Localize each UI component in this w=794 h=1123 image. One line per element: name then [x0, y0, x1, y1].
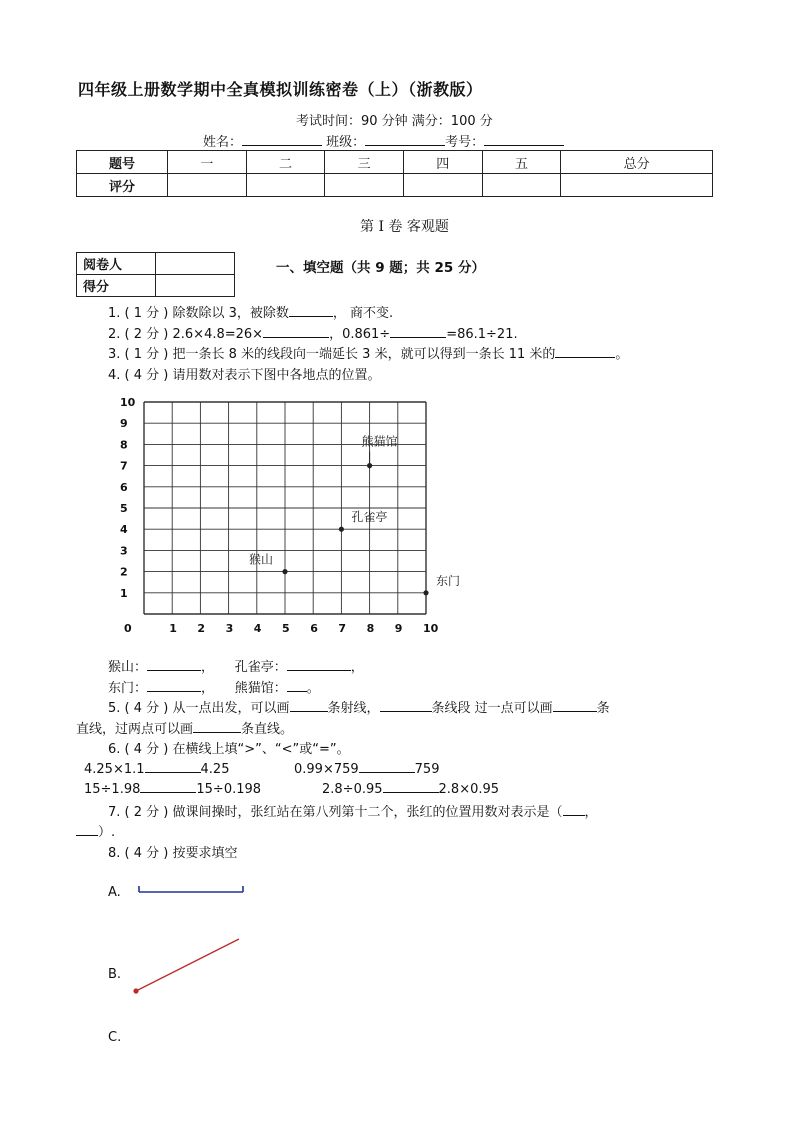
question-head: 1. ( 1 分 ): [108, 306, 169, 321]
ray-b-endpoint: [133, 988, 138, 993]
score-cell[interactable]: [325, 174, 404, 197]
line-segment-a: [136, 884, 248, 896]
separator: ，: [350, 660, 364, 675]
question-head: 2. ( 2 分 ): [108, 327, 169, 342]
separator: ，: [584, 805, 598, 820]
question-text: 。: [615, 347, 629, 362]
answer-blank[interactable]: [193, 720, 241, 733]
question-head: 7. ( 2 分 ): [108, 805, 169, 820]
page-title: 四年级上册数学期中全真模拟训练密卷（上）（浙教版）: [78, 80, 483, 99]
compare-expr: 4.25×1.1: [84, 762, 145, 777]
question-text: 做课间操时，张红站在第八列第十二个，张红的位置用数对表示是（: [172, 805, 563, 820]
question-text: ， 商不变.: [332, 306, 394, 321]
score-header-cell: 三: [325, 151, 404, 174]
question-text: 条线段 过一点可以画: [431, 701, 553, 716]
answer-label: 猴山：: [108, 660, 148, 675]
x-tick-label: 1: [169, 622, 177, 635]
compare-expr: 4.25: [200, 762, 230, 777]
answer-blank[interactable]: [147, 679, 201, 692]
name-label: 姓名：: [203, 135, 243, 150]
answer-blank[interactable]: [287, 679, 307, 692]
grid-point: [339, 527, 344, 532]
compare-expr: 759: [414, 762, 440, 777]
question-text: 请用数对表示下图中各地点的位置。: [172, 368, 381, 383]
question-8: [108, 842, 238, 861]
score-header-cell: 五: [482, 151, 561, 174]
class-blank[interactable]: [365, 133, 445, 146]
y-tick-label: 4: [120, 523, 128, 537]
score-table: [76, 150, 713, 197]
question-text: 把一条长 8 米的线段向一端延长 3 米，就可以得到一条长 11 米的: [172, 347, 556, 362]
grid-point-label: 熊猫馆: [361, 434, 398, 449]
answer-blank[interactable]: [147, 658, 201, 671]
x-tick-label: 6: [310, 622, 318, 635]
y-tick-label: 6: [120, 480, 128, 494]
answer-blank[interactable]: [390, 325, 446, 338]
question-2: [108, 323, 518, 342]
section-title: 一、填空题（共 9 题；共 25 分）: [276, 260, 485, 276]
score-cell[interactable]: [168, 174, 247, 197]
y-tick-label: 2: [120, 565, 128, 579]
y-tick-label: 8: [120, 438, 128, 452]
grader-label: 阅卷人: [77, 253, 156, 275]
x-tick-label: 4: [253, 622, 262, 635]
question-text: 除数除以 3，被除数: [172, 306, 289, 321]
grader-cell[interactable]: [156, 253, 235, 275]
score-header-cell: 四: [403, 151, 482, 174]
x-tick-label: 5: [282, 622, 290, 635]
compare-expr: 0.99×759: [294, 762, 359, 777]
x-tick-label: 2: [197, 622, 206, 635]
score-header-cell: 总分: [561, 151, 713, 174]
answer-blank[interactable]: [555, 345, 615, 358]
grade-cell[interactable]: [156, 275, 235, 297]
question-head: 3. ( 1 分 ): [108, 347, 169, 362]
question-text: 条: [596, 701, 610, 716]
compare-blank[interactable]: [359, 760, 415, 773]
score-header-cell: 一: [168, 151, 247, 174]
score-cell[interactable]: [561, 174, 713, 197]
question-6: [108, 738, 350, 757]
answer-label: 东门：: [108, 681, 148, 696]
coordinate-grid: [110, 388, 462, 638]
score-table-header-row: [77, 151, 713, 174]
answer-blank[interactable]: [563, 803, 585, 816]
score-row-label: 评分: [77, 174, 168, 197]
item-a-label: A.: [108, 885, 121, 900]
ray-b: [128, 935, 244, 997]
answer-blank[interactable]: [76, 823, 98, 836]
compare-expr: 15÷0.198: [196, 782, 262, 797]
question-4-answers-1: [108, 656, 364, 675]
id-label: 考号：: [445, 135, 485, 150]
answer-label: 熊猫馆：: [234, 681, 287, 696]
question-head: 8. ( 4 分 ): [108, 846, 169, 861]
separator: ，: [201, 681, 215, 696]
grid-point: [423, 590, 428, 595]
ray-b-body: [136, 939, 239, 991]
item-c-label: C.: [108, 1030, 122, 1045]
question-4: [108, 364, 381, 383]
question-7: [108, 801, 598, 820]
id-blank[interactable]: [484, 133, 564, 146]
answer-blank[interactable]: [287, 658, 351, 671]
y-tick-label: 5: [120, 502, 128, 515]
grader-table: [76, 252, 235, 297]
y-tick-label: 10: [120, 396, 136, 409]
separator: ，: [201, 660, 215, 675]
question-text: =86.1÷21.: [446, 327, 518, 342]
grid-ticks: [120, 396, 439, 635]
question-head: 5. ( 4 分 ): [108, 701, 169, 716]
compare-expr: 15÷1.98: [84, 782, 141, 797]
question-6-row-1b: [294, 760, 439, 777]
student-info: [203, 131, 564, 150]
compare-blank[interactable]: [145, 760, 201, 773]
grid-point: [282, 569, 287, 574]
y-tick-label: 7: [120, 459, 128, 473]
question-head: 4. ( 4 分 ): [108, 368, 169, 383]
question-text: 2.6×4.8=26×: [172, 327, 264, 342]
question-text: 从一点出发，可以画: [172, 701, 290, 716]
grid-point: [367, 463, 372, 468]
x-tick-label: 7: [338, 622, 347, 635]
score-table-score-row: [77, 174, 713, 197]
compare-blank[interactable]: [383, 780, 439, 793]
question-text: ，0.861÷: [329, 327, 391, 342]
score-header-cell: 二: [246, 151, 325, 174]
item-b-label: B.: [108, 967, 122, 982]
answer-blank[interactable]: [380, 699, 432, 712]
question-5: [108, 697, 610, 716]
score-header-cell: 题号: [77, 151, 168, 174]
question-7-cont: [76, 821, 115, 840]
score-cell[interactable]: [403, 174, 482, 197]
x-tick-label: 10: [423, 622, 439, 635]
name-blank[interactable]: [242, 133, 322, 146]
y-tick-label: 1: [120, 586, 128, 600]
question-text: 条直线。: [241, 722, 294, 737]
compare-expr: 2.8÷0.95: [322, 782, 383, 797]
exam-info: 考试时间：90 分钟 满分：100 分: [296, 114, 493, 129]
question-text: ）.: [98, 825, 116, 840]
answer-blank[interactable]: [289, 304, 333, 317]
grid-points: [249, 434, 460, 596]
x-tick-label: 3: [225, 622, 234, 635]
answer-blank[interactable]: [290, 699, 328, 712]
grade-label: 得分: [77, 275, 156, 297]
answer-blank[interactable]: [553, 699, 597, 712]
x-tick-label: 0: [124, 622, 132, 635]
answer-blank[interactable]: [263, 325, 329, 338]
volume-title: 第 I 卷 客观题: [360, 219, 449, 235]
question-text: 条射线，: [327, 701, 380, 716]
score-cell[interactable]: [482, 174, 561, 197]
question-text: 按要求填空: [172, 846, 238, 861]
grid-point-label: 孔雀亭: [351, 510, 388, 525]
compare-expr: 2.8×0.95: [438, 782, 500, 797]
grid-point-label: 猴山: [249, 552, 274, 567]
question-6-row-1: [84, 760, 229, 777]
question-6-row-2b: [322, 780, 499, 797]
question-1: [108, 302, 393, 321]
grid-point-label: 东门: [436, 573, 461, 588]
question-text: 直线，过两点可以画: [76, 722, 194, 737]
question-5-cont: [76, 718, 293, 737]
question-6-row-2: [84, 780, 261, 797]
question-head: 6. ( 4 分 ): [108, 742, 169, 757]
compare-blank[interactable]: [140, 780, 196, 793]
x-tick-label: 9: [394, 622, 403, 635]
question-4-answers-2: 东门： ， 熊猫馆： 。: [108, 681, 320, 696]
answer-label: 孔雀亭：: [234, 660, 287, 675]
class-label: 班级：: [326, 135, 366, 150]
y-tick-label: 3: [120, 544, 128, 558]
y-tick-label: 9: [120, 417, 128, 431]
question-text: 在横线上填“>”、“<”或“=”。: [172, 742, 350, 757]
question-3: [108, 343, 628, 362]
x-tick-label: 8: [366, 622, 375, 635]
score-cell[interactable]: [246, 174, 325, 197]
